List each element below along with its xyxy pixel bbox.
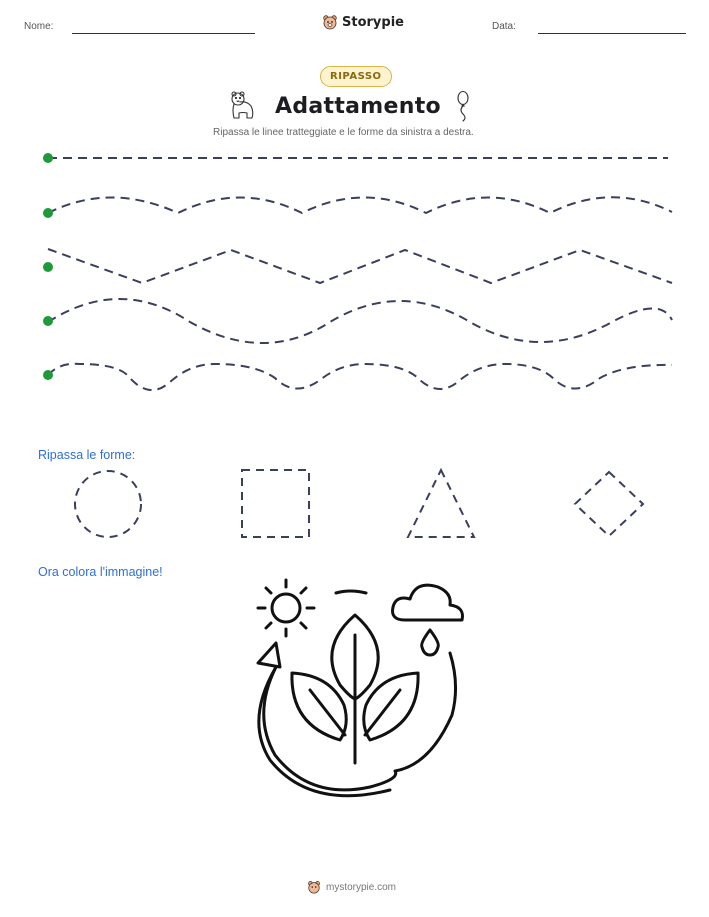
water-drop-icon [422, 630, 439, 655]
instructions: Ripassa le linee tratteggiate e le forme da sinistra a destra. [213, 127, 474, 138]
tracing-lines [0, 0, 709, 420]
shapes-section-label: Ripassa le forme: [38, 448, 136, 462]
brand-name: Storypie [342, 14, 404, 30]
start-dot-1 [43, 153, 53, 163]
footer-url[interactable]: mystorypie.com [326, 881, 397, 893]
date-label: Data: [492, 21, 516, 32]
trace-line-bumps[interactable] [48, 364, 672, 390]
tracing-shapes [0, 460, 709, 550]
page-title: Adattamento [275, 94, 441, 119]
review-badge: RIPASSO [320, 66, 392, 87]
coloring-section-label: Ora colora l'immagine! [38, 565, 163, 579]
start-dot-5 [43, 370, 53, 380]
sun-icon [258, 580, 314, 636]
trace-square[interactable] [242, 470, 309, 537]
trace-line-zigzag[interactable] [48, 249, 672, 283]
trace-line-wave-2[interactable] [48, 299, 672, 343]
footer [307, 880, 396, 894]
adaptation-cycle-illustration [240, 575, 470, 805]
trace-circle[interactable] [75, 471, 141, 537]
trace-triangle[interactable] [408, 470, 474, 537]
trace-diamond[interactable] [575, 472, 643, 536]
start-dot-2 [43, 208, 53, 218]
trace-line-wave-1[interactable] [48, 197, 672, 213]
cloud-icon [393, 585, 463, 620]
start-dot-4 [43, 316, 53, 326]
start-dot-3 [43, 262, 53, 272]
bear-mascot-icon [307, 880, 321, 894]
name-label: Nome: [24, 21, 54, 32]
